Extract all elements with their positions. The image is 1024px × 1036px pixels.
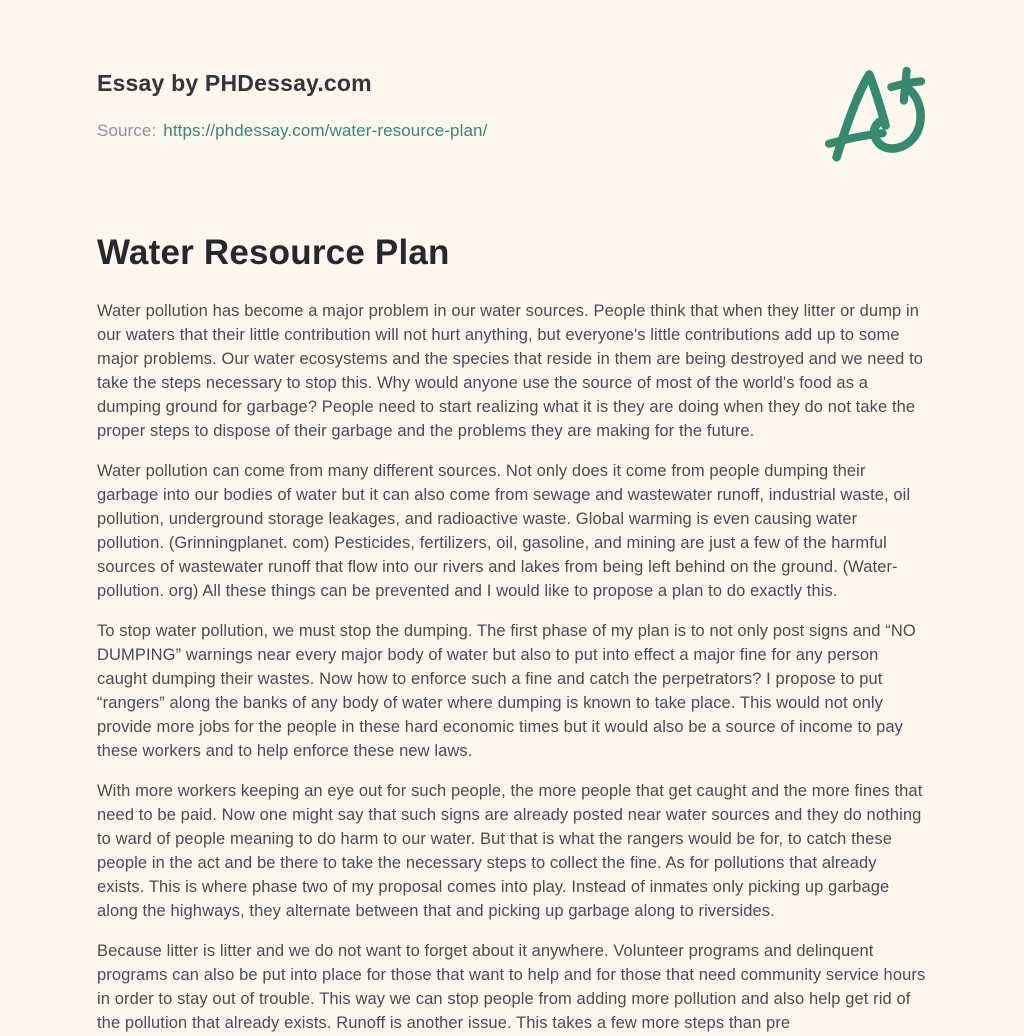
a-plus-logo-icon [825, 66, 925, 162]
essay-paragraph: Water pollution has become a major problem in our water sources. People think that when they litter or dump in our waters that their little contribution will not hurt anything, but everyone's little contributions add up to some major problems. Our water ecosystems and the species that reside in them are being destroyed and we need to take the steps necessary to stop this. Why would anyone use the source of most of the world's food as a dumping ground for garbage? People need to start realizing what it is they are doing when they do not take the proper steps to dispose of their garbage and the problems they are making for the future. [97, 302, 924, 440]
essay-title: Water Resource Plan [97, 233, 450, 272]
essay-paragraph: With more workers keeping an eye out for such people, the more people that get caught and the more fines that need to be paid. Now one might say that such signs are already posted near water sources and they do nothing to ward of people meaning to do harm to our water. But that is what the rangers would be for, to catch these people in the act and be there to take the necessary steps to collect the fine. As for pollutions that already exists. This is where phase two of my proposal comes into play. Instead of inmates only picking up garbage along the highways, they alternate between that and picking up garbage along to riversides. [97, 782, 923, 920]
essay-content [97, 233, 927, 1035]
page-header [97, 70, 927, 167]
essay-body [97, 299, 927, 1035]
essay-paragraph: Because litter is litter and we do not want to forget about it anywhere. Volunteer programs and delinquent programs can also be put into place for those that want to help and for those that need community service hours in order to stay out of trouble. This way we can stop people from adding more pollution and also help get rid of the pollution that already exists. Runoff is another issue. This takes a few more steps than pre [97, 942, 926, 1032]
phdessay-logo [825, 66, 925, 167]
essay-paragraph: To stop water pollution, we must stop the dumping. The first phase of my plan is to not only post signs and “NO DUMPING” warnings near every major body of water but also to put into effect a major fine for any person caught dumping their wastes. Now how to enforce such a fine and catch the perpetrators? I propose to put “rangers” along the banks of any body of water where dumping is known to take place. This would not only provide more jobs for the people in these hard economic times but it would also be a source of income to pay these workers and to help enforce these new laws. [97, 622, 916, 760]
site-title: Essay by PHDessay.com [97, 70, 372, 96]
source-label: Source: [97, 121, 157, 140]
header-text-block [97, 70, 487, 141]
source-line [97, 121, 487, 141]
source-link[interactable]: https://phdessay.com/water-resource-plan/ [163, 121, 488, 140]
essay-paragraph: Water pollution can come from many different sources. Not only does it come from people dumping their garbage into our bodies of water but it can also come from sewage and wastewater runoff, industrial waste, oil pollution, underground storage leakages, and radioactive waste. Global warming is even causing water pollution. (Grinningplanet. com) Pesticides, fertilizers, oil, gasoline, and mining are just a few of the harmful sources of wastewater runoff that flow into our rivers and lakes from being left behind on the ground. (Water-pollution. org) All these things can be prevented and I would like to propose a plan to do exactly this. [97, 462, 911, 600]
